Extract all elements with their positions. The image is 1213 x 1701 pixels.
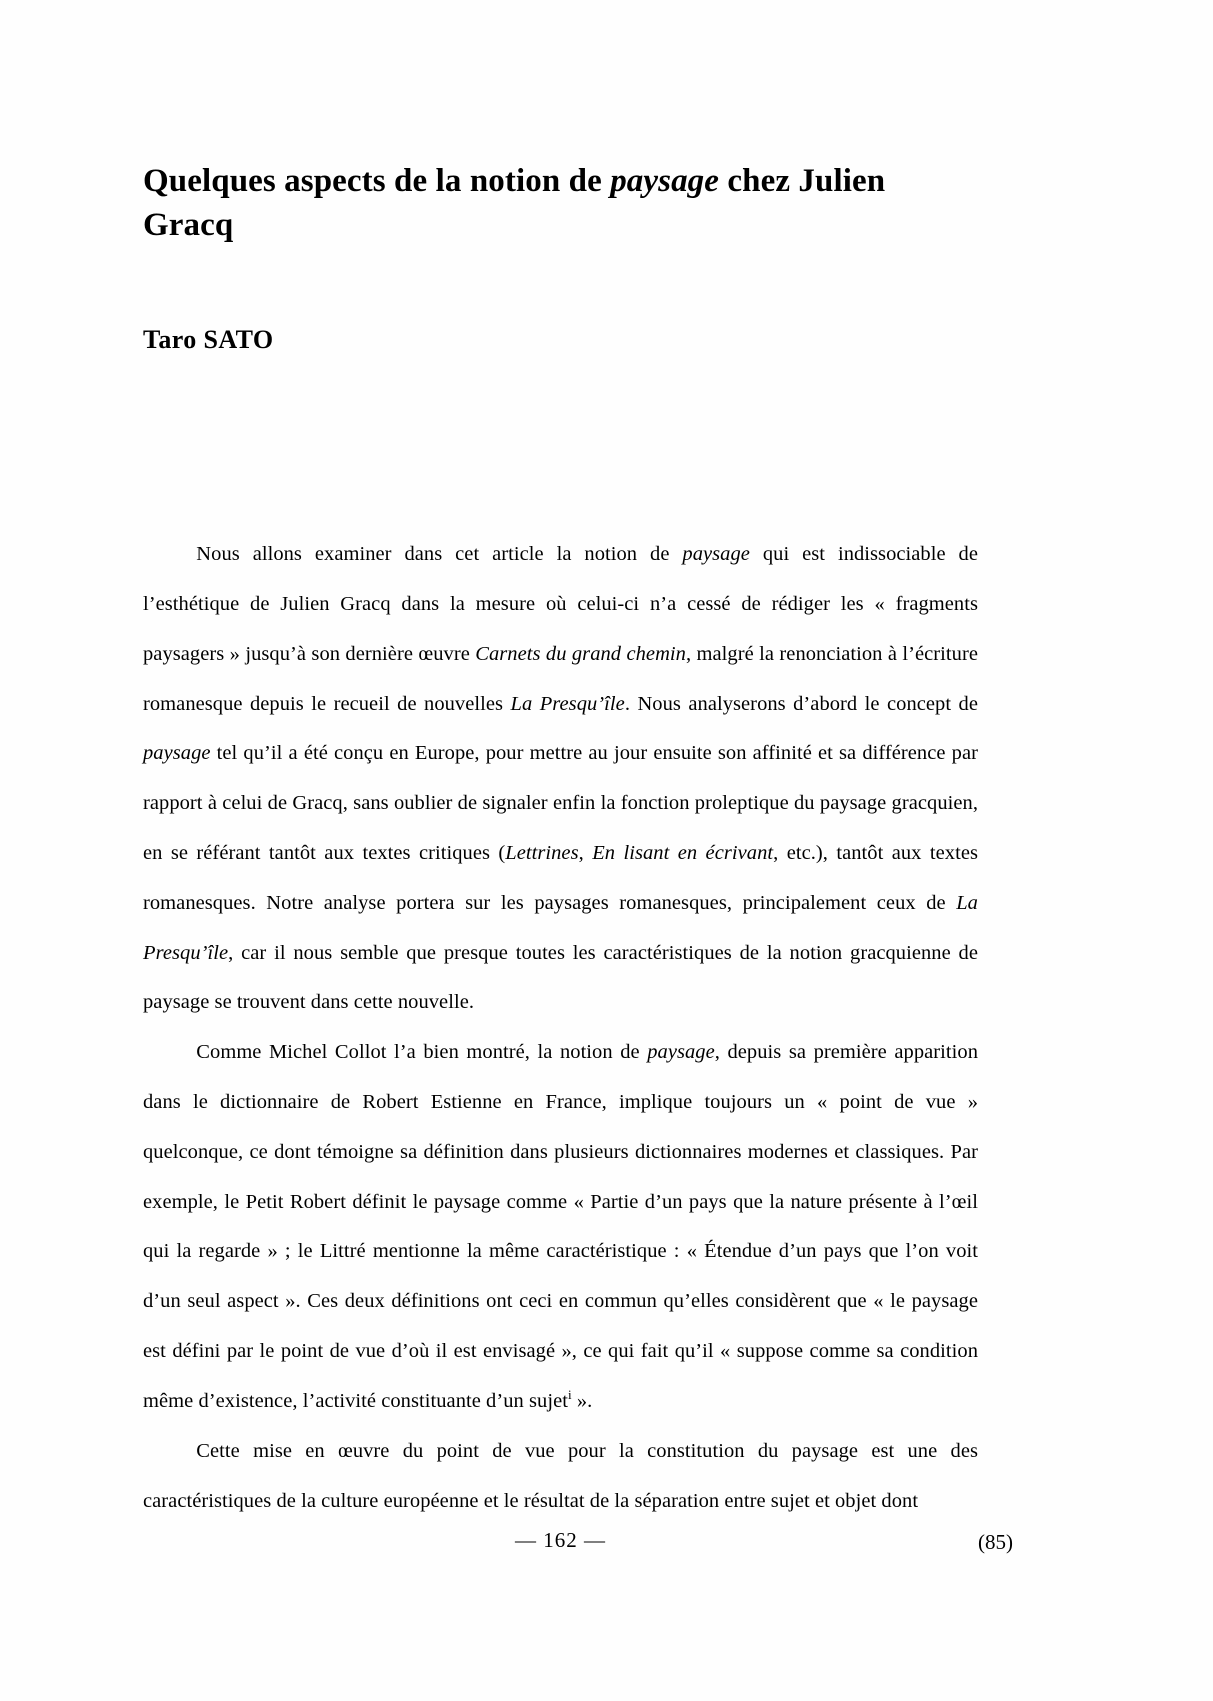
text-run: qui est indissociable de l’esthétique de Julien Gracq dans la mesure où celui-ci n’a cessé de rédiger les « fragments paysagers » jusqu’à son dernière œuvre (143, 543, 978, 665)
italic-run: En lisant en écrivant (592, 841, 774, 864)
text-run: , etc.), tantôt aux textes romanesques. Notre analyse portera sur les paysages romanesques, principalement ceux de (143, 841, 978, 914)
italic-run: La Presqu’île (143, 891, 978, 964)
paragraph-3 (143, 1427, 978, 1527)
italic-run: paysage (647, 1041, 715, 1064)
paragraph-2 (143, 1028, 978, 1427)
italic-run: Lettrines (505, 841, 579, 864)
page-title (143, 160, 978, 247)
italic-run: paysage (682, 543, 750, 566)
paragraph-1 (143, 530, 978, 1028)
page-footer (143, 1528, 1013, 1558)
italic-run: La Presqu’île (510, 692, 625, 715)
body-text (143, 530, 978, 1526)
title-segment-2: chez Julien Gracq (143, 163, 886, 243)
italic-run: paysage (143, 742, 211, 765)
text-run: , malgré la renonciation à l’écriture romanesque depuis le recueil de nouvelles (143, 642, 979, 715)
title-segment-1: Quelques aspects de la notion de (143, 163, 611, 199)
footnote-marker: i (567, 1387, 572, 1403)
text-run: Comme Michel Collot l’a bien montré, la notion de (196, 1041, 648, 1064)
text-run: , car il nous semble que presque toutes les caractéristiques de la notion gracquienne de paysage se trouvent dans cette nouvelle. (143, 941, 978, 1014)
text-run: . Nous analyserons d’abord le concept de (624, 692, 978, 715)
italic-run: Carnets du grand chemin (475, 642, 686, 665)
page-number: — 162 — (515, 1528, 606, 1552)
text-run: , (578, 841, 593, 864)
text-run: , depuis sa première apparition dans le dictionnaire de Robert Estienne en France, implique toujours un « point de vue » quelconque, ce dont témoigne sa définition dans plusieurs dictionnaires modernes et classiques. Par exemple, le Petit Robert définit le paysage comme « Partie d’un pays que la nature présente à l’œil qui la regarde » ; le Littré mentionne la même caractéristique : « Étendue d’un pays que l’on voit d’un seul aspect ». Ces deux définitions ont ceci en commun qu’elles considèrent que « le paysage est défini par le point de vue d’où il est envisagé », ce qui fait qu’il « suppose comme sa condition même d’existence, l’activité constituante d’un sujet (143, 1041, 978, 1412)
text-run: ». (571, 1389, 593, 1412)
secondary-page-number: (85) (978, 1530, 1013, 1554)
author-name: Taro SATO (143, 325, 274, 355)
text-run: Cette mise en œuvre du point de vue pour la constitution du paysage est une des caractéristiques de la culture européenne et le résultat de la séparation entre sujet et objet dont (143, 1439, 978, 1512)
title-segment-italic: paysage (610, 163, 720, 199)
page-content (143, 160, 978, 1526)
text-run: Nous allons examiner dans cet article la notion de (196, 543, 683, 566)
text-run: tel qu’il a été conçu en Europe, pour mettre au jour ensuite son affinité et sa différence par rapport à celui de Gracq, sans oublier de signaler enfin la fonction proleptique du paysage gracquien, en se référant tantôt aux textes critiques ( (143, 742, 978, 864)
